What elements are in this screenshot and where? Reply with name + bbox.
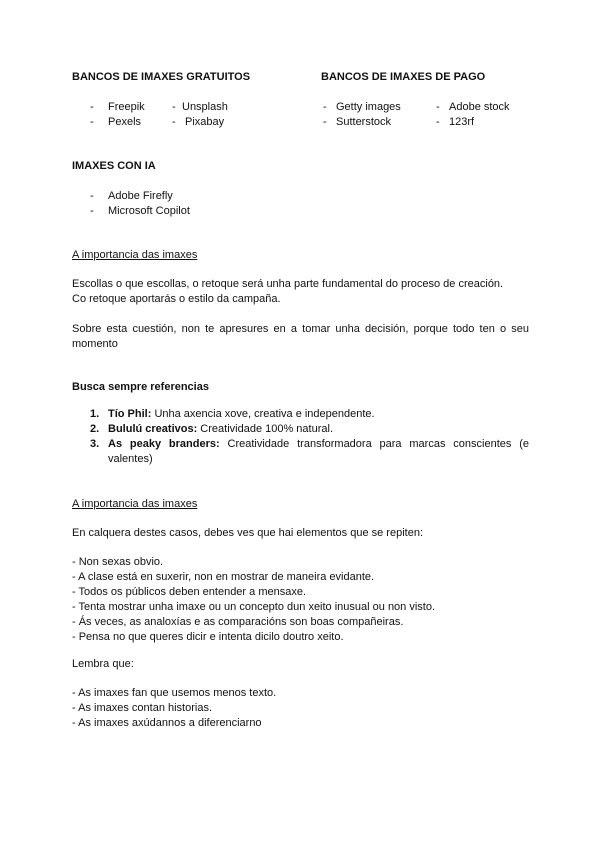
paragraph-line: momento [72,338,118,350]
bank-unsplash: Unsplash [182,101,228,113]
paragraph-line: Sobre esta cuestión, non te apresures en a tomar unha decisión, porque todo ten o seu [72,323,529,335]
remember-list [72,686,276,731]
reference-name: Tío Phil: [108,408,152,420]
references-list [72,407,529,467]
section-title: A importancia das imaxes [72,498,198,510]
free-banks-heading: BANCOS DE IMAXES GRATUITOS [72,71,251,83]
bullet-dash: - [436,101,440,113]
bullet-dash: - [172,116,176,128]
paid-banks-heading: BANCOS DE IMAXES DE PAGO [321,71,486,83]
paragraph-line: Co retoque aportarás o estilo da campaña. [72,293,281,305]
points-list [72,555,435,645]
reference-desc: Creatividade 100% natural. [197,423,333,435]
reference-desc-cont: valentes) [108,453,153,465]
list-item: 1. Tío Phil: Unha axencia xove, creativa e independente. [90,408,375,420]
ai-images-heading: IMAXES CON IA [72,160,156,172]
bank-sutterstock: Sutterstock [336,116,392,128]
remember-label: Lembra que: [72,658,134,670]
bullet-dash: - [90,116,94,128]
list-item: 3. As peaky branders: Creatividade transformadora para marcas conscientes (e valentes) [90,438,529,465]
bullet-dash: - [436,116,440,128]
section-title: A importancia das imaxes [72,249,198,261]
bullet-dash: - [90,190,94,202]
list-item: - As imaxes contan historias. [72,702,213,714]
reference-desc: Creatividade transformadora para marcas conscientes (e [227,438,529,450]
intro-text: En calquera destes casos, debes ves que hai elementos que se repiten: [72,527,424,539]
bank-123rf: 123rf [449,116,475,128]
reference-name: As peaky branders: [108,438,220,450]
ai-adobe-firefly: Adobe Firefly [108,190,173,202]
list-item: - Tenta mostrar unha imaxe ou un concepto dun xeito inusual ou non visto. [72,601,436,613]
reference-name: Bululú creativos: [108,423,198,435]
ai-microsoft-copilot: Microsoft Copilot [108,205,190,217]
list-item: - A clase está en suxerir, non en mostrar de maneira evidante. [72,571,375,583]
bullet-dash: - [90,205,94,217]
bullet-dash: - [172,101,176,113]
paragraph [72,322,529,352]
bank-pexels: Pexels [108,116,142,128]
reference-desc: Unha axencia xove, creativa e independente. [151,408,375,420]
list-item: - Non sexas obvio. [72,556,164,568]
list-item: - As imaxes fan que usemos menos texto. [72,687,277,699]
list-item: - Todos os públicos deben entender a mensaxe. [72,586,307,598]
bullet-dash: - [323,116,327,128]
bullet-dash: - [90,101,94,113]
references-heading: Busca sempre referencias [72,381,209,393]
list-item: - Pensa no que queres dicir e intenta dicilo doutro xeito. [72,631,344,643]
bullet-dash: - [323,101,327,113]
bank-adobe-stock: Adobe stock [449,101,510,113]
paragraph [72,277,529,307]
bank-freepik: Freepik [108,101,145,113]
list-item: 2. Bululú creativos: Creatividade 100% natural. [90,423,333,435]
bank-getty-images: Getty images [336,101,401,113]
bank-pixabay: Pixabay [185,116,225,128]
list-item: - As imaxes axúdannos a diferenciarno [72,717,262,729]
paragraph-line: Escollas o que escollas, o retoque será unha parte fundamental do proceso de creación. [72,278,504,290]
list-item: - Ás veces, as analoxías e as comparacións son boas compañeiras. [72,616,404,628]
